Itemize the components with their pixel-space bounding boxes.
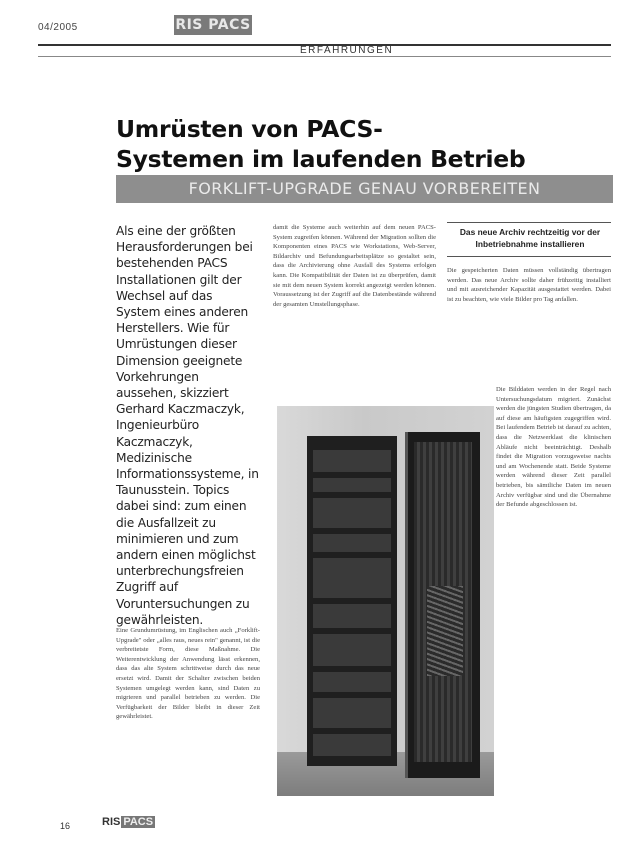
rack-unit: [313, 698, 391, 728]
title-line-2: Systemen im laufenden Betrieb: [116, 145, 526, 173]
magazine-brand-logo: RIS PACS: [175, 17, 251, 33]
rack-unit: [313, 498, 391, 528]
rack-unit: [313, 558, 391, 598]
sidebar-heading: Das neue Archiv rechtzeitig vor der Inbetriebnahme installieren: [459, 227, 601, 249]
footer-logo: [102, 816, 155, 828]
page-number: 16: [60, 821, 71, 831]
issue-date: 04/2005: [38, 22, 78, 33]
box-rule-bottom: [447, 256, 611, 257]
rack-unit: [313, 534, 391, 552]
body-text-middle: damit die Systeme auch weiterhin auf dem neuen PACS-System zugreifen können. Während der Migration sollten die Komponenten eines PACS wie Workstations, Web-Server, Bildarchiv und Befundungsarbeitsplätze so gestaltet sein, dass die Archivierung ohne Ausfall des Systems erfolgen kann. Die Kompatibilität der Daten ist zu überprüfen, damit sie mit dem neuen System korrekt angezeigt werden können. Voraussetzung ist der Zugriff auf die Datenbestände während der gesamten Umstellungsphase.: [273, 224, 436, 308]
rack-unit: [313, 634, 391, 666]
rack-unit: [313, 672, 391, 692]
subtitle-banner: FORKLIFT-UPGRADE GENAU VORBEREITEN: [116, 175, 613, 203]
footer-logo-right: PACS: [123, 816, 154, 828]
title-line-1: Umrüsten von PACS-: [116, 115, 383, 143]
rack-unit: [313, 604, 391, 628]
section-label: ERFAHRUNGEN: [300, 45, 394, 56]
article-title: [116, 114, 596, 174]
server-rack-photo: [277, 406, 494, 796]
cable-bundle: [427, 586, 463, 676]
body-text-left: Eine Grundumrüstung, im Englischen auch „Forklift-Upgrade" oder „alles raus, neues rein" genannt, ist die verbreitetste Form, diese Maßnahme. Die Weiterentwicklung der Anwendung lässt erkennen, dass das alte System schrittweise durch das neue ersetzt wird. Damit der Schalter zwischen beiden Systemen umgelegt werden kann, sind Daten zu migrieren und parallel betrieben zu werden. Die Verfügbarkeit der Bilder bleibt in dieser Zeit gewährleistet.: [116, 627, 260, 721]
section-rule: [38, 56, 611, 57]
article-intro: Als eine der größten Herausforderungen bei bestehenden PACS Installationen gilt der Wechsel auf das System eines anderen Herstellers. Wie für Umrüstungen dieser Dimension geeignete Vorkehrungen aussehen, skizziert Gerhard Kaczmaczyk, Ingenieurbüro Kaczmaczyk, Medizinische Informationssysteme, in Taunusstein. Topics dabei sind: zum einen die Ausfallzeit zu minimieren und zum andern einen möglichst unterbrechungsfreien Zugriff auf Voruntersuchungen zu gewährleisten.: [116, 224, 259, 627]
footer-logo-left: RIS: [102, 816, 121, 828]
server-rack-left: [307, 436, 397, 766]
body-text-right-narrow: Die Bilddaten werden in der Regel nach Untersuchungsdatum migriert. Zunächst werden die jüngsten Studien übertragen, da auf diese am häufigsten zugegriffen wird. Bei laufendem Betrieb ist darauf zu achten, dass die Netzwerklast die klinischen Abläufe nicht beeinträchtigt. Deshalb findet die Migration vorzugsweise nachts und am Wochenende statt. Beide Systeme werden während dieser Zeit parallel betrieben, bis sämtliche Daten im neuen Archiv verfügbar sind und die Übernahme der Befunde abgeschlossen ist.: [496, 386, 611, 509]
rack-unit: [313, 450, 391, 472]
box-rule-top: [447, 222, 611, 223]
rack-unit: [313, 734, 391, 756]
rack-unit: [313, 478, 391, 492]
body-text-right: Die gespeicherten Daten müssen vollständig übertragen werden. Das neue Archiv sollte daher frühzeitig installiert und mit ausreichender Kapazität ausgestattet werden. Dabei ist zu beachten, wie viele Bilder pro Tag anfallen.: [447, 267, 611, 303]
